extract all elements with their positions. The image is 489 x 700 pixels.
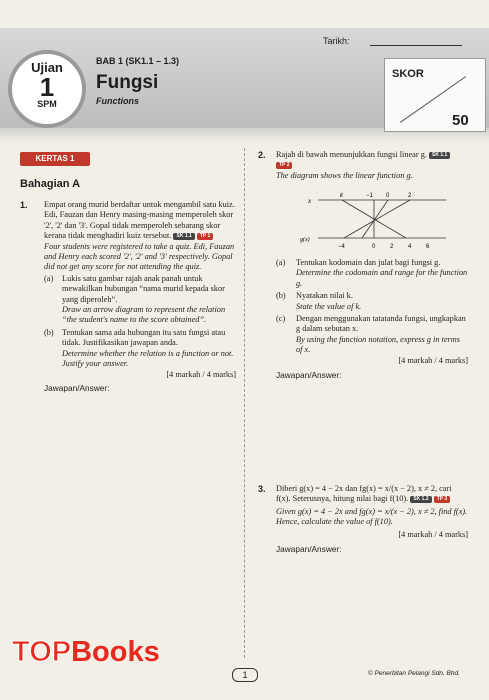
diagram-bottom-value-6: 6 bbox=[426, 244, 430, 250]
q2c-text: Dengan menggunakan tatatanda fungsi, ungkapkan g dalam sebutan x. bbox=[296, 314, 466, 334]
q1-text-en: Four students were registered to take a quiz. Edi, Fauzan and Henry each scored '2', '2' and '3' respectively. Gopal did not get any score for not attending the quiz. bbox=[44, 241, 235, 272]
diagram-bottom-value-4: 4 bbox=[408, 244, 412, 250]
q1-answer-label: Jawapan/Answer: bbox=[44, 382, 110, 393]
q1b-text-en: Determine whether the relation is a function or not. Justify your answer. bbox=[62, 348, 234, 369]
q1-sk-tag: SK 1.1 bbox=[173, 233, 194, 240]
q2-tp-tag: TP 2 bbox=[276, 162, 292, 169]
diagram-bottom-value-0: 0 bbox=[372, 244, 376, 250]
q1-tp-tag: TP 1 bbox=[197, 233, 213, 240]
q3-number: 3. bbox=[258, 484, 266, 494]
column-divider bbox=[244, 148, 245, 658]
q3-tp-tag: TP 3 bbox=[434, 496, 450, 503]
q2b-label: (b) bbox=[276, 291, 286, 301]
q3-text-en: Given g(x) = 4 − 2x and fg(x) = x/(x − 2), x ≠ 2, find f(x). Hence, calculate the value of f(10). bbox=[276, 506, 468, 527]
page-number: 1 bbox=[232, 668, 258, 682]
question-1 bbox=[44, 200, 236, 393]
question-2 bbox=[276, 150, 468, 181]
badge-spm: SPM bbox=[37, 99, 57, 109]
q1b-text: Tentukan sama ada hubungan itu satu fungsi atau tidak. Justifikasikan jawapan anda. bbox=[62, 327, 226, 348]
page-subtitle: Functions bbox=[96, 96, 139, 106]
q1b-label: (b) bbox=[44, 327, 54, 337]
q2-function-diagram bbox=[300, 190, 450, 254]
q2-number: 2. bbox=[258, 150, 266, 160]
logo-books-text: Books bbox=[71, 636, 160, 668]
q2a-label: (a) bbox=[276, 258, 286, 267]
q2-marks: [4 markah / 4 marks] bbox=[398, 355, 468, 365]
q2c-label: (c) bbox=[276, 314, 286, 324]
diagram-bottom-value-2: 2 bbox=[390, 244, 394, 250]
test-badge bbox=[8, 50, 86, 128]
diagram-x-label: x bbox=[308, 197, 312, 205]
q1a-text: Lukis satu gambar rajah anak panah untuk mewakilkan hubungan “nama murid kepada skor yang diperoleh”. bbox=[62, 273, 225, 304]
q2a-text: Tentukan kodomain dan julat bagi fungsi g. bbox=[296, 258, 441, 267]
date-line bbox=[370, 45, 462, 46]
q1-text: Empat orang murid berdaftar untuk mengambil satu kuiz. Edi, Fauzan dan Henry masing-masing memperoleh skor '2', '2' dan '3'. Gopal tidak memperoleh sebarang skor kerana tidak menghadiri kuiz tersebut. bbox=[44, 200, 235, 241]
q3-text: Diberi g(x) = 4 − 2x dan fg(x) = x/(x − 2), x ≠ 2, cari f(x). Seterusnya, hitung nilai bagi f(10). bbox=[276, 484, 452, 504]
score-total: 50 bbox=[452, 112, 469, 129]
q3-marks: [4 markah / 4 marks] bbox=[398, 529, 468, 539]
q2b-text-en: State the value of k. bbox=[296, 301, 362, 311]
diagram-bottom-value-neg4: −4 bbox=[338, 244, 345, 250]
q2-text: Rajah di bawah menunjukkan fungsi linear g. bbox=[276, 150, 427, 159]
chapter-label: BAB 1 (SK1.1 – 1.3) bbox=[96, 56, 180, 66]
q2b-text: Nyatakan nilai k. bbox=[296, 291, 353, 301]
question-3 bbox=[276, 484, 468, 554]
q1a-text-en: Draw an arrow diagram to represent the relation “the student's name to the score obtained”. bbox=[62, 305, 226, 325]
topbooks-logo bbox=[12, 636, 160, 669]
q3-answer-label: Jawapan/Answer: bbox=[276, 544, 342, 555]
paper-tag: KERTAS 1 bbox=[20, 152, 90, 166]
question-2-parts bbox=[276, 258, 468, 380]
q2a-text-en: Determine the codomain and range for the function g. bbox=[296, 268, 468, 288]
q1-number: 1. bbox=[20, 200, 28, 210]
q2-text-en: The diagram shows the linear function g. bbox=[276, 170, 413, 180]
date-label: Tarikh: bbox=[323, 36, 350, 46]
q1-marks: [4 markah / 4 marks] bbox=[166, 369, 236, 379]
logo-top-text: TOP bbox=[12, 636, 72, 668]
diagram-top-value-k: k bbox=[340, 193, 343, 199]
diagram-top-value-2: 2 bbox=[408, 193, 412, 199]
q2c-text-en: By using the function notation, express g in terms of x. bbox=[296, 334, 460, 355]
q3-sk-tag: SK 1.2 bbox=[410, 496, 431, 503]
q2-answer-label: Jawapan/Answer: bbox=[276, 370, 342, 381]
publisher-credit: © Penerbitan Pelangi Sdn. Bhd. bbox=[368, 670, 460, 677]
score-label: SKOR bbox=[392, 68, 424, 80]
page-title: Fungsi bbox=[96, 72, 159, 93]
badge-number: 1 bbox=[39, 72, 55, 102]
q2-sk-tag: SK 1.1 bbox=[429, 152, 450, 159]
diagram-top-value-neg1: −1 bbox=[366, 193, 373, 199]
diagram-top-value-0: 0 bbox=[386, 193, 390, 199]
badge-ujian: Ujian bbox=[31, 60, 63, 75]
q1a-label: (a) bbox=[44, 273, 54, 283]
diagram-gx-label: g(x) bbox=[300, 237, 310, 243]
section-heading: Bahagian A bbox=[20, 178, 81, 190]
